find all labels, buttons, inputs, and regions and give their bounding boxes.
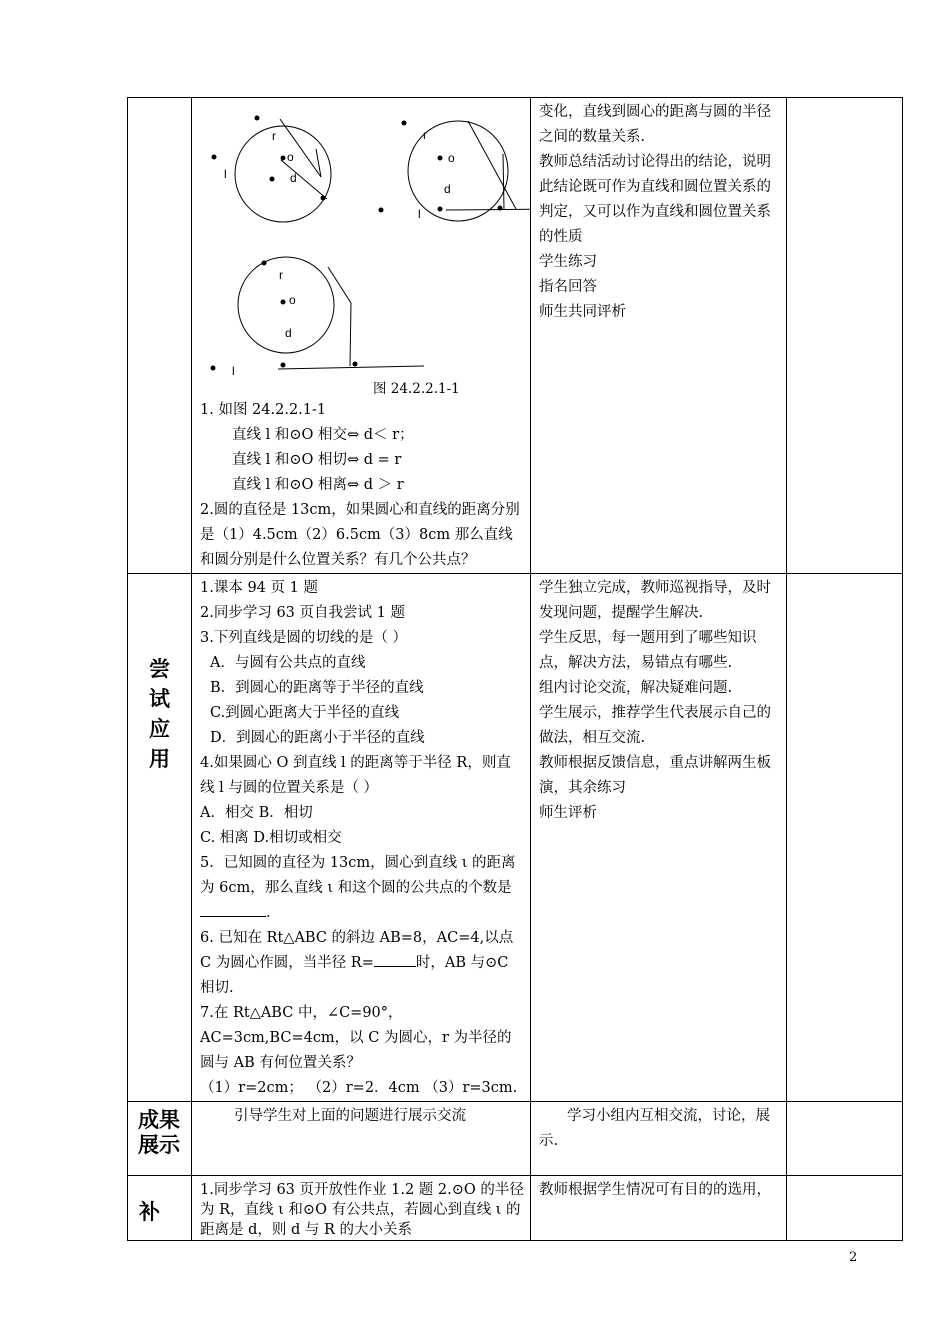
label-l: l [224, 167, 227, 181]
table-row [128, 1102, 903, 1176]
option-line: C. 相离 D.相切或相交 [200, 830, 342, 846]
label-d: d [285, 326, 292, 340]
label-l: l [232, 364, 235, 378]
table-row [128, 574, 903, 1102]
activity-text: 学生反思，每一题用到了哪些知识点，解决方法，易错点有哪些. [539, 630, 757, 671]
label-r: r [279, 268, 283, 282]
figure-labels [210, 97, 550, 397]
page-number: 2 [849, 1250, 858, 1265]
activity-cell [531, 574, 787, 1102]
stage-label-cell [128, 1102, 192, 1176]
item2-question: 2.圆的直径是 13cm，如果圆心和直线的距离分别是（1）4.5cm（2）6.5cm（3）8cm 那么直线和圆分别是什么位置关系？有几个公共点？ [200, 502, 520, 568]
activity-text: 组内讨论交流，解决疑难问题. [539, 680, 733, 696]
activity-text: 师生共同评析 [539, 304, 626, 320]
exercise-text: 时，AB 与⊙C 相切. [200, 955, 509, 996]
label-o: o [289, 293, 296, 307]
content-text: 引导学生对上面的问题进行展示交流 [234, 1108, 466, 1124]
stage-label-cell [128, 1176, 192, 1241]
activity-cell [531, 1102, 787, 1176]
label-r: r [423, 128, 427, 142]
option-line: D．到圆心的距离小于半径的直线 [210, 730, 425, 746]
exercise-text: . [266, 905, 271, 921]
label-l: l [418, 207, 421, 221]
item1-intersect: 直线 l 和⊙O 相交⇔ d＜ r； [232, 427, 414, 443]
exercise-line: 7.在 Rt△ABC 中，∠C=90°，AC=3cm,BC=4cm，以 C 为圆心，r 为半径的圆与 AB 有何位置关系？ [200, 1005, 512, 1071]
stage-label: 补 [139, 1200, 160, 1224]
figure-caption: 图 24.2.2.1-1 [373, 381, 460, 397]
stage-label-cell [128, 574, 192, 1102]
answer-blank [200, 902, 266, 917]
activity-text: 教师根据反馈信息，重点讲解两生板演，其余练习 [539, 755, 771, 796]
label-d: d [444, 182, 451, 196]
option-line: C.到圆心距离大于半径的直线 [210, 705, 400, 721]
notes-cell [787, 574, 903, 1102]
stage-label: 成果展示 [138, 1108, 180, 1157]
activity-text: 师生评析 [539, 805, 597, 821]
activity-text: 学生独立完成，教师巡视指导，及时发现问题，提醒学生解决. [539, 580, 771, 621]
item1-separate: 直线 l 和⊙O 相离⇔ d ＞ r [232, 477, 404, 493]
notes-cell [787, 1102, 903, 1176]
notes-cell [787, 1176, 903, 1241]
label-r: r [272, 129, 276, 143]
exercise-line: 4.如果圆心 O 到直线 l 的距离等于半径 R，则直线 l 与圆的位置关系是（ ） [200, 755, 511, 796]
stage-label: 尝试应用 [149, 657, 170, 771]
exercise-line [200, 851, 524, 926]
option-line: B．到圆心的距离等于半径的直线 [210, 680, 424, 696]
item1-tangent: 直线 l 和⊙O 相切⇔ d = r [232, 452, 402, 468]
option-line: （1）r=2cm； （2）r=2．4cm （3）r=3cm. [200, 1080, 518, 1096]
exercise-text: 6. 已知在 Rt△ABC 的斜边 AB=8，AC=4,以点 C 为圆心作圆，当半径 R= [200, 930, 514, 971]
notes-cell [787, 98, 903, 574]
activity-cell [531, 98, 787, 574]
option-line: A．与圆有公共点的直线 [210, 655, 366, 671]
content-cell [192, 1176, 531, 1241]
exercise-line: 1.课本 94 页 1 题 [200, 580, 318, 596]
activity-text: 指名回答 [539, 279, 597, 295]
label-o: o [287, 150, 294, 164]
exercise-line: 2.同步学习 63 页自我尝试 1 题 [200, 605, 405, 621]
item1-head: 1. 如图 24.2.2.1-1 [200, 402, 327, 418]
activity-text: 教师总结活动讨论得出的结论，说明此结论既可作为直线和圆位置关系的判定，又可以作为直线和圆位置关系的性质 [539, 154, 771, 245]
activity-text: 学生展示，推荐学生代表展示自己的做法，相互交流. [539, 705, 771, 746]
activity-text: 变化，直线到圆心的距离与圆的半径之间的数量关系. [539, 104, 771, 145]
activity-cell [531, 1176, 787, 1241]
exercise-line [200, 926, 524, 1001]
stage-label-cell [128, 98, 192, 574]
table-row [128, 1176, 903, 1241]
content-cell [192, 1102, 531, 1176]
content-cell [192, 574, 531, 1102]
label-d: d [290, 171, 297, 185]
content-text: 1.同步学习 63 页开放性作业 1.2 题 2.⊙O 的半径为 R，直线 ι 和⊙O 有公共点，若圆心到直线 ι 的距离是 d，则 d 与 R 的大小关系 [200, 1182, 524, 1238]
answer-blank [374, 952, 416, 967]
exercise-line: 3.下列直线是圆的切线的是（ ） [200, 630, 407, 646]
option-line: A．相交 B．相切 [200, 805, 313, 821]
activity-text: 学习小组内互相交流，讨论，展示. [539, 1108, 770, 1149]
activity-text: 学生练习 [539, 254, 597, 270]
exercise-text: 5．已知圆的直径为 13cm，圆心到直线 ι 的距离为 6cm，那么直线 ι 和这个圆的公共点的个数是 [200, 855, 516, 896]
activity-text: 教师根据学生情况可有目的的选用， [539, 1182, 771, 1198]
label-o: o [448, 151, 455, 165]
